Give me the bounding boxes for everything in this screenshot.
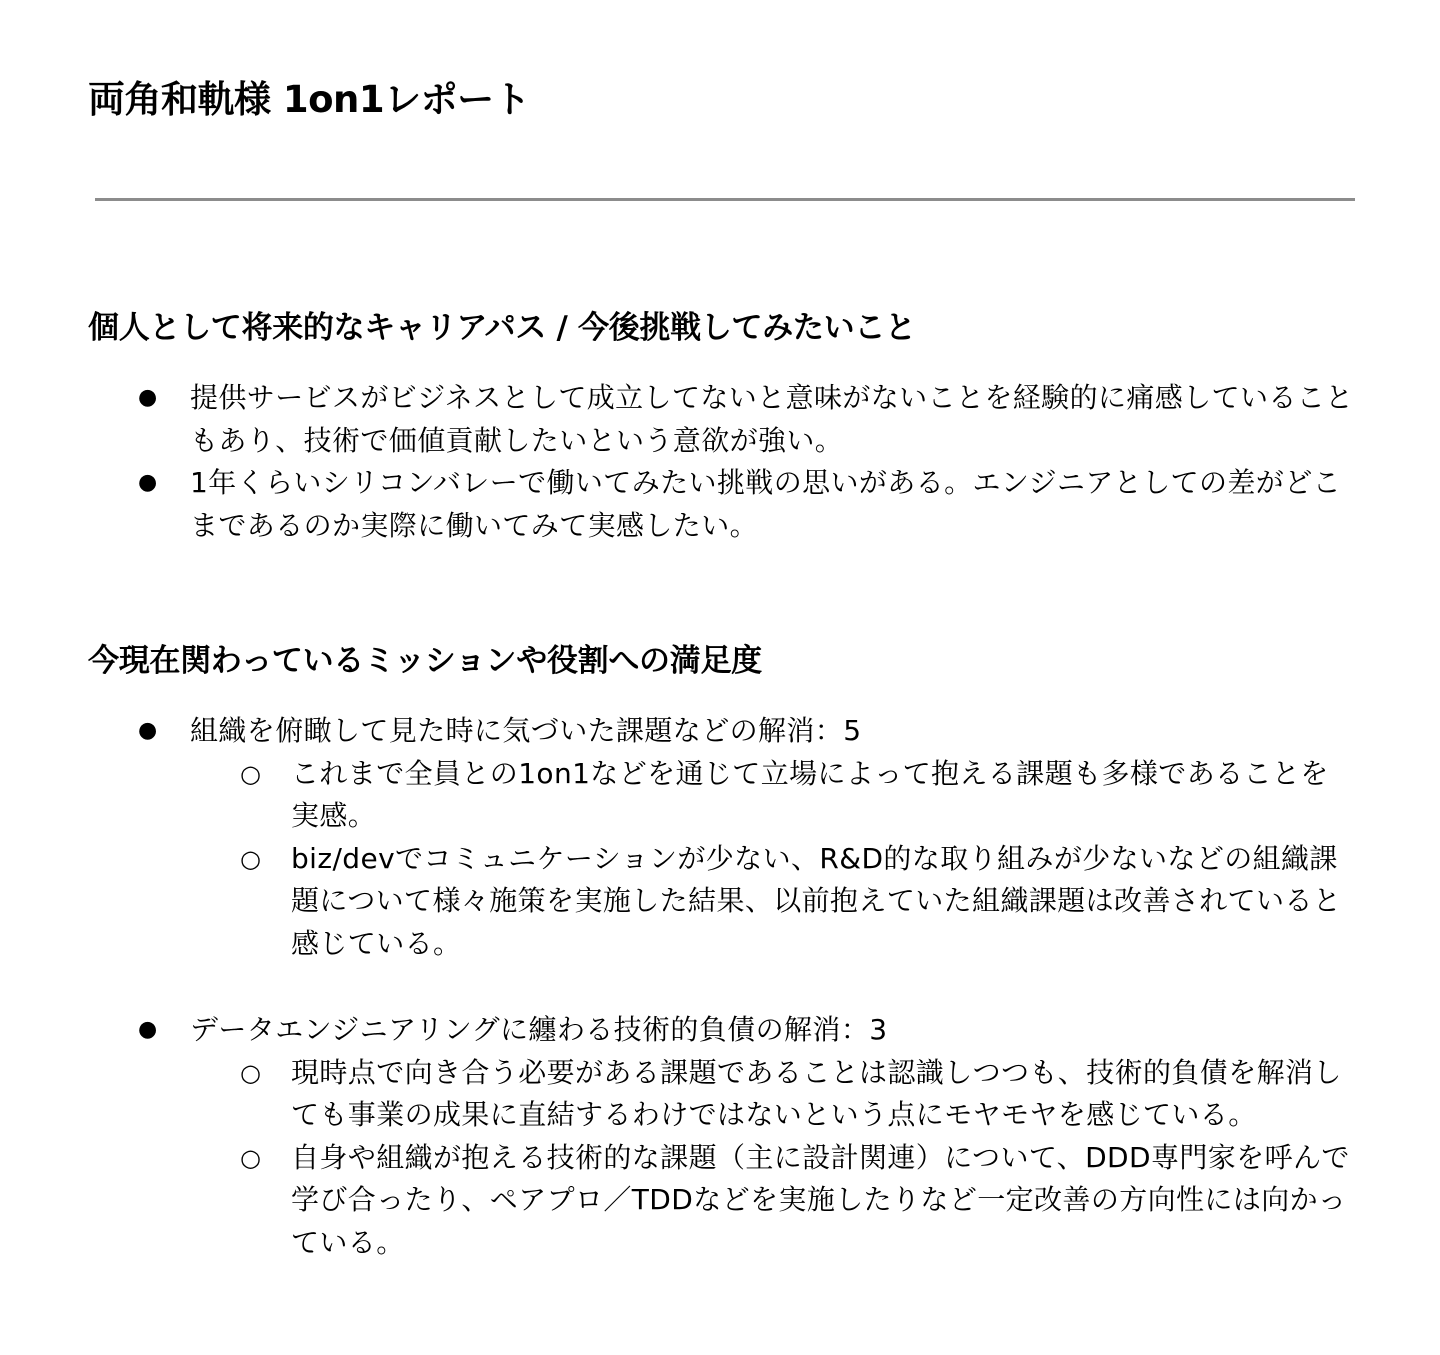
section-heading-career-path: 個人として将来的なキャリアパス / 今後挑戦してみたいこと: [88, 310, 916, 346]
list-item: [0, 377, 1355, 462]
document-title: 両角和軌様 1on1レポート: [88, 78, 531, 121]
list-item-text: 組織を俯瞰して見た時に気づいた課題などの解消：5: [190, 714, 862, 747]
list-item: [0, 1009, 1355, 1052]
hollow-bullet-icon: ○: [240, 844, 262, 873]
satisfaction-list: [0, 710, 1356, 1264]
sub-list-item-text: 自身や組織が抱える技術的な課題（主に設計関連）について、DDD専門家を呼んで学び合ったり、ペアプロ／TDDなどを実施したりなど一定改善の方向性には向かっている。: [291, 1140, 1350, 1259]
hollow-bullet-icon: ○: [240, 759, 262, 788]
sub-list-item-text: これまで全員との1on1などを通じて立場によって抱える課題も多様であることを実感。: [291, 756, 1329, 832]
sub-list-item-text: biz/devでコミュニケーションが少ない、R&D的な取り組みが少ないなどの組織課題について様々施策を実施した結果、以前抱えていた組織課題は改善されていると感じている。: [291, 841, 1342, 960]
career-path-list: [0, 377, 1355, 547]
sub-list-item: [0, 1052, 1356, 1137]
hollow-bullet-icon: ○: [240, 1143, 262, 1172]
list-item-text: 1年くらいシリコンバレーで働いてみたい挑戦の思いがある。エンジニアとしての差がどこまであるのか実際に働いてみて実感したい。: [190, 466, 1341, 542]
filled-bullet-icon: ●: [138, 1017, 158, 1042]
sub-list-item: [0, 753, 1356, 838]
hollow-bullet-icon: ○: [240, 1058, 262, 1087]
list-item: [0, 462, 1355, 547]
filled-bullet-icon: ●: [138, 470, 158, 495]
sub-list-item: [0, 1137, 1356, 1265]
filled-bullet-icon: ●: [138, 385, 158, 410]
section-heading-satisfaction: 今現在関わっているミッションや役割への満足度: [88, 643, 762, 679]
sub-list-item-text: 現時点で向き合う必要がある課題であることは認識しつつも、技術的負債を解消しても事業の成果に直結するわけではないという点にモヤモヤを感じている。: [291, 1055, 1342, 1131]
list-item-text: 提供サービスがビジネスとして成立してないと意味がないことを経験的に痛感していることもあり、技術で価値貢献したいという意欲が強い。: [190, 381, 1354, 457]
list-item: [0, 710, 1355, 753]
sub-list-item: [0, 838, 1356, 966]
horizontal-divider: [95, 198, 1355, 201]
list-item-text: データエンジニアリングに纏わる技術的負債の解消：3: [190, 1013, 888, 1046]
list-spacer: [0, 965, 1356, 1009]
filled-bullet-icon: ●: [138, 718, 158, 743]
